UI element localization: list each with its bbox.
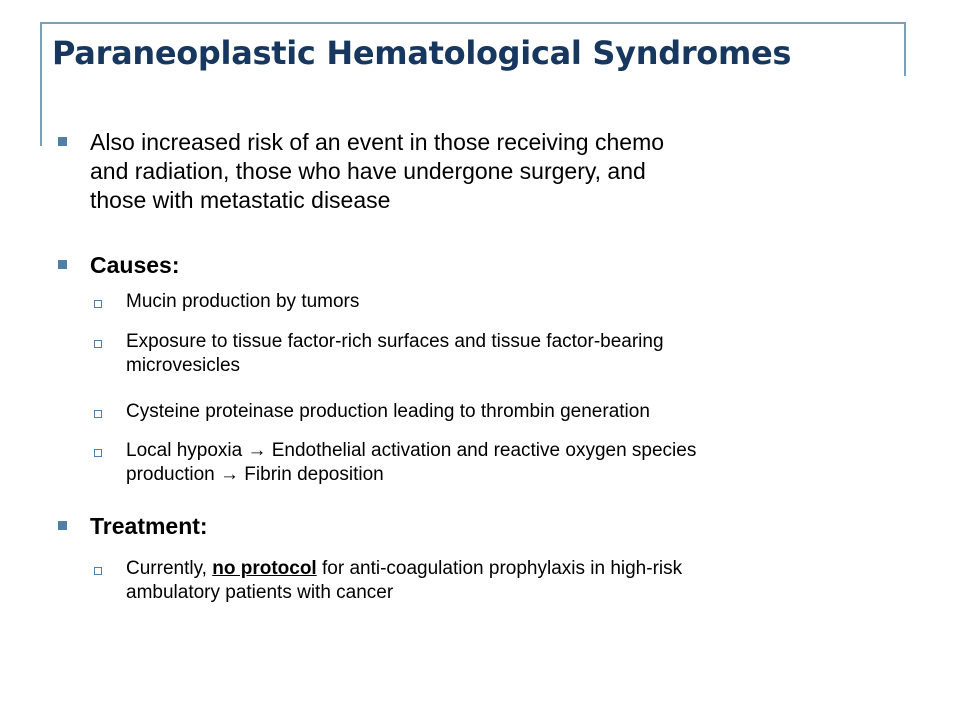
treatment-item-1-text-c: for anti-coagulation prophylaxis in high-risk	[316, 558, 683, 579]
hollow-square-bullet-icon	[94, 410, 102, 418]
causes-item-4-text-d: Fibrin deposition	[239, 464, 384, 485]
treatment-item-1-text-a: Currently,	[126, 558, 213, 579]
causes-item-3	[126, 400, 936, 424]
bullet-intro	[90, 128, 664, 215]
causes-item-2-line1: Exposure to tissue factor-rich surfaces and tissue factor-bearing	[126, 331, 664, 352]
causes-heading: Causes:	[90, 252, 180, 278]
bullet-treatment	[90, 512, 208, 541]
causes-item-2-line2: microvesicles	[126, 355, 241, 376]
treatment-heading: Treatment:	[90, 513, 208, 539]
treatment-item-1-line1	[126, 557, 936, 581]
bullet-intro-line1: Also increased risk of an event in those receiving chemo	[90, 129, 665, 155]
treatment-item-1	[126, 557, 936, 605]
hollow-square-bullet-icon	[94, 300, 102, 308]
causes-item-4-text-c: production	[126, 464, 221, 485]
treatment-item-1-line2: ambulatory patients with cancer	[126, 582, 394, 603]
hollow-square-bullet-icon	[94, 340, 102, 348]
slide-frame-top	[40, 22, 906, 24]
right-arrow-icon: →	[247, 440, 267, 461]
bullet-intro-line2: and radiation, those who have undergone surgery, and	[90, 158, 646, 184]
hollow-square-bullet-icon	[94, 567, 102, 575]
treatment-item-1-emphasis: no protocol	[212, 558, 317, 579]
causes-item-3-text: Cysteine proteinase production leading to thrombin generation	[126, 401, 650, 422]
slide-title: Paraneoplastic Hematological Syndromes	[52, 34, 792, 72]
square-bullet-icon	[58, 260, 67, 269]
causes-item-4-text-b: Endothelial activation and reactive oxygen species	[266, 440, 697, 461]
causes-item-4-text-a: Local hypoxia	[126, 440, 248, 461]
causes-item-4-line1	[126, 439, 936, 463]
causes-item-2	[126, 330, 936, 378]
square-bullet-icon	[58, 137, 67, 146]
square-bullet-icon	[58, 521, 67, 530]
causes-item-1-text: Mucin production by tumors	[126, 291, 360, 312]
right-arrow-icon: →	[220, 464, 240, 485]
causes-item-4	[126, 439, 936, 487]
causes-item-4-line2	[126, 463, 936, 487]
slide-frame-left	[40, 22, 42, 146]
bullet-intro-line3: those with metastatic disease	[90, 187, 391, 213]
bullet-causes	[90, 251, 179, 280]
hollow-square-bullet-icon	[94, 449, 102, 457]
slide-frame-right	[904, 22, 906, 76]
causes-item-1	[126, 290, 936, 314]
